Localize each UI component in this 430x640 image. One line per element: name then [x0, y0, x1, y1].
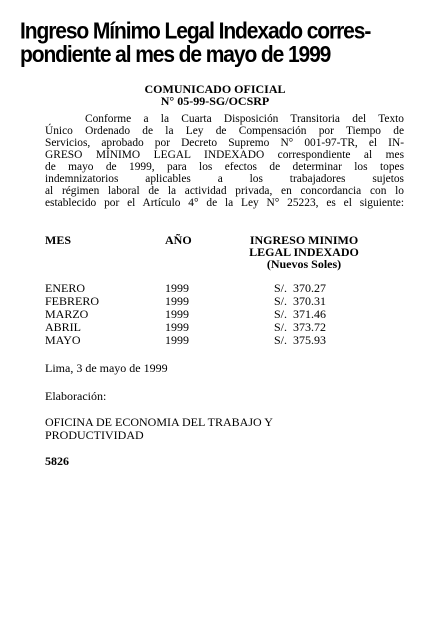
- headline-line-1: Ingreso Mínimo Legal Indexado corres-: [20, 18, 371, 44]
- cell-value: 373.72: [293, 320, 326, 334]
- body-line: indemnizatorios aplicables a los trabajadores sujetos: [45, 173, 404, 185]
- body-paragraph: [45, 113, 404, 209]
- cell-value: 370.31: [293, 294, 326, 308]
- cell-mes: MARZO: [45, 307, 89, 321]
- office-name-line-2: PRODUCTIVIDAD: [45, 428, 144, 442]
- body-line: Servicios, aprobado por Decreto Supremo N° 001-97-TR, el IN-: [45, 137, 404, 149]
- cell-ano: 1999: [165, 281, 189, 295]
- body-line: Conforme a la Cuarta Disposición Transitoria del Texto: [85, 113, 404, 125]
- communique-heading: [0, 83, 430, 107]
- communique-number: N° 05-99-SG/OCSRP: [160, 94, 270, 108]
- cell-ano: 1999: [165, 294, 189, 308]
- place-date: Lima, 3 de mayo de 1999: [45, 361, 168, 375]
- body-line: GRESO MÍNIMO LEGAL INDEXADO correspondiente al mes: [45, 149, 404, 161]
- footer-number: 5826: [45, 454, 69, 468]
- cell-value: 370.27: [293, 281, 326, 295]
- office-name-line-1: OFICINA DE ECONOMIA DEL TRABAJO Y: [45, 415, 273, 429]
- cell-currency: S/.: [274, 320, 288, 334]
- cell-mes: MAYO: [45, 333, 81, 347]
- elaboracion-label: Elaboración:: [45, 389, 107, 403]
- table-row: [0, 334, 430, 347]
- cell-currency: S/.: [274, 307, 288, 321]
- cell-ano: 1999: [165, 307, 189, 321]
- column-header-ingreso: [238, 234, 370, 270]
- communique-title: COMUNICADO OFICIAL: [144, 82, 286, 96]
- cell-currency: S/.: [274, 281, 288, 295]
- column-header-ingreso-line-3: (Nuevos Soles): [266, 257, 342, 271]
- body-line: al régimen laboral de la actividad privada, en concordancia con lo: [45, 185, 404, 197]
- cell-currency: S/.: [274, 294, 288, 308]
- body-line: establecido por el Artículo 4° de la Ley N° 25223, es el siguiente:: [45, 197, 404, 209]
- body-line: Único Ordenado de la Ley de Compensación por Tiempo de: [45, 125, 404, 137]
- column-header-ano: AÑO: [165, 233, 192, 247]
- cell-value: 375.93: [293, 333, 326, 347]
- cell-ano: 1999: [165, 333, 189, 347]
- cell-mes: ABRIL: [45, 320, 81, 334]
- cell-mes: FEBRERO: [45, 294, 100, 308]
- headline: [20, 20, 420, 68]
- cell-mes: ENERO: [45, 281, 85, 295]
- headline-line-2: pondiente al mes de mayo de 1999: [20, 42, 331, 68]
- column-header-ingreso-line-2: LEGAL INDEXADO: [249, 245, 359, 259]
- body-line: de mayo de 1999, para los efectos de determinar los topes: [45, 161, 404, 173]
- column-header-ingreso-line-1: INGRESO MINIMO: [249, 233, 359, 247]
- column-header-mes: MES: [45, 233, 72, 247]
- cell-currency: S/.: [274, 333, 288, 347]
- cell-ano: 1999: [165, 320, 189, 334]
- cell-value: 371.46: [293, 307, 326, 321]
